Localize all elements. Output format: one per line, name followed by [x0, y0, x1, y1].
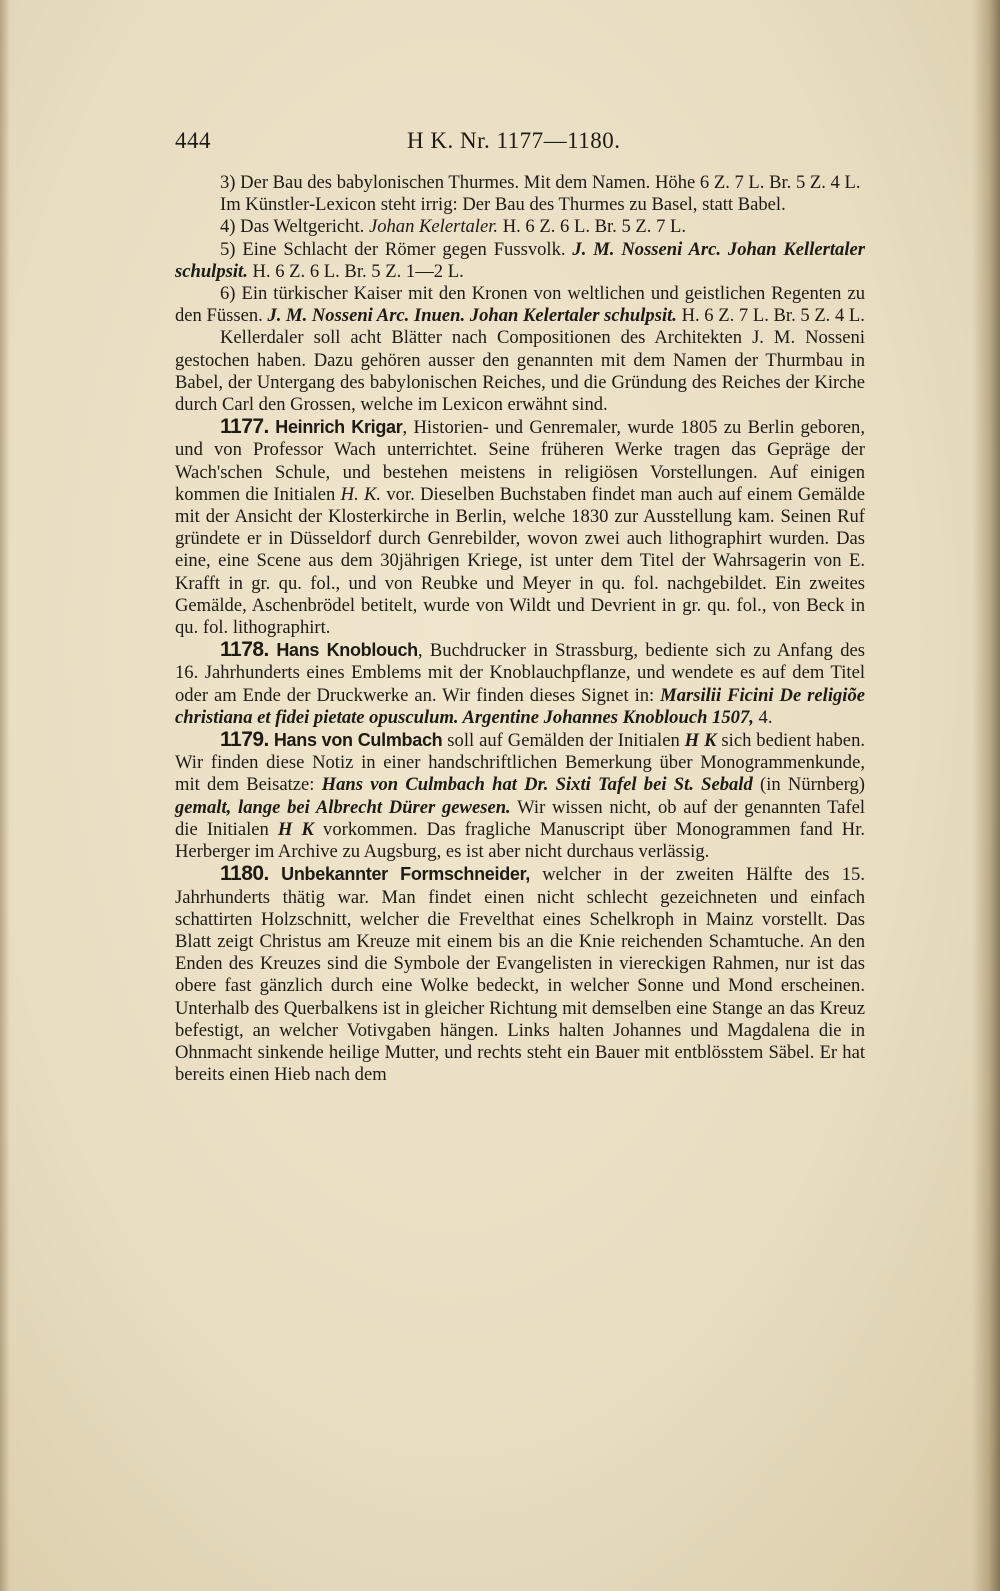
page-body [175, 172, 865, 1086]
paragraph-kellerdaler [175, 327, 865, 416]
kellerdaler-text: Kellerdaler soll acht Blätter nach Compositionen des Architekten J. M. Nosseni gestochen haben. Dazu gehören ausser den genannten mit dem Namen der Thurmbau in Babel, der Untergang des babylonischen Reiches, und die Gründung des Reiches der Kirche durch Carl den Grossen, welche im Lexicon erwähnt sind. [175, 327, 865, 416]
item-6-text: 6) Ein türkischer Kaiser mit den Kronen von weltlichen und geistlichen Regenten zu den Füssen. [175, 283, 865, 327]
paragraph-item-3 [175, 172, 865, 194]
entry-1180 [175, 863, 865, 1086]
paragraph-lexicon-note [175, 194, 865, 216]
entry-initials: H K [277, 818, 314, 840]
book-title: Marsilii Ficini De religiõe christiana et fidei pietate opusculum. Argentine Johannes Knoblouch 1507, [175, 684, 865, 728]
entry-text: sich bedient haben. Wir finden diese Notiz in einer handschriftlichen Bemerkung über Monogrammenkunde, mit dem Beisatze: [175, 730, 866, 796]
entry-text: , Historien- und Genremaler, wurde 1805 zu Berlin geboren, und von Professor Wach unterrichtet. Seine früheren Werke tragen das Gepräge der Wach'schen Schule, und bestehen meistens in religiösen Vorstellungen. Auf einigen kommen die Initialen [175, 417, 865, 505]
item-5-dimensions: H. 6 Z. 6 L. Br. 5 Z. 1—2 L. [247, 260, 464, 282]
item-4-dimensions: H. 6 Z. 6 L. Br. 5 Z. 7 L. [498, 216, 687, 238]
right-page-shadow [972, 0, 1000, 1591]
entry-text: , Buchdrucker in Strassburg, bediente sich zu Anfang des 16. Jahrhunderts eines Emblems mit der Knoblauchpflanze, und wendete es auf dem Titel oder am Ende der Druckwerke an. Wir finden dieses Signet in: [175, 640, 865, 706]
entry-number: 1178. [220, 638, 269, 662]
paragraph-item-6 [175, 283, 865, 327]
artist-name: Heinrich Krigar [275, 417, 403, 438]
entry-number: 1180. [220, 862, 269, 886]
entry-1177 [175, 416, 865, 639]
entry-initials: H. K. [340, 483, 382, 505]
paragraph-item-4 [175, 216, 865, 238]
item-4-signature: Johan Kelertaler. [368, 216, 499, 238]
artist-name: Unbekannter Formschneider, [281, 864, 531, 885]
entry-text: Wir wissen nicht, ob auf der genannten Tafel die Initialen [175, 796, 865, 840]
running-title: H K. Nr. 1177—1180. [407, 128, 621, 153]
artist-name: Hans Knoblouch [276, 640, 418, 661]
paragraph-item-5 [175, 239, 865, 283]
entry-number: 1177. [220, 415, 269, 439]
item-6-dimensions: H. 6 Z. 7 L. Br. 5 Z. 4 L. [676, 305, 865, 327]
page-number: 444 [175, 128, 211, 153]
entry-text: (in Nürnberg) [752, 774, 865, 796]
entry-number: 1179. [220, 728, 269, 752]
item-5-text: 5) Eine Schlacht der Römer gegen Fussvolk. [220, 238, 573, 260]
item-3-text: 3) Der Bau des babylonischen Thurmes. Mit dem Namen. Höhe 6 Z. 7 L. Br. 5 Z. 4 L. [220, 172, 861, 193]
quoted-note: gemalt, lange bei Albrecht Dürer gewesen. [175, 796, 511, 818]
entry-text: welcher in der zweiten Hälfte des 15. Jahrhunderts thätig war. Man findet einen nicht schlecht gezeichneten und einfach schattirten Holzschnitt, welcher die Frevelthat eines Schelkroph in Mainz vorstellt. Das Blatt zeigt Christus am Kreuze mit einem bis an die Knie reichenden Schamtuche. An den Enden des Kreuzes sind die Symbole der Evangelisten in viereckigen Rahmen, nur ist das obere fast gänzlich durch eine Wolke bedeckt, in welcher Sonne und Mond erscheinen. Unterhalb des Querbalkens ist in gleicher Richtung mit demselben eine Stange an das Kreuz befestigt, an welcher Votivgaben hängen. Links halten Johannes und Magdalena die in Ohnmacht sinkende heilige Mutter, und rechts steht ein Bauer mit entblösstem Säbel. Er hat bereits einen Hieb nach dem [175, 864, 866, 1086]
entry-text: 4. [753, 706, 773, 728]
entry-text: soll auf Gemälden der Initialen [442, 730, 685, 752]
item-5-signature: J. M. Nosseni Arc. Johan Kellertaler schulpsit. [175, 238, 865, 282]
entry-text: vor. Dieselben Buchstaben findet man auch auf einem Gemälde mit der Ansicht der Klosterkirche in Berlin, welche 1830 zur Ausstellung kam. Seinen Ruf gründete er in Düsseldorf durch Genrebilder, wovon zwei auch lithographirt wurden. Das eine, eine Scene aus dem 30jährigen Kriege, ist unter dem Titel der Wahrsagerin von E. Krafft in gr. qu. fol., und von Reubke und Meyer in qu. fol. nachgebildet. Ein zweites Gemälde, Aschenbrödel betitelt, wurde von Wildt und Devrient in gr. qu. fol., von Beck in qu. fol. lithographirt. [175, 483, 866, 639]
left-page-shadow [0, 0, 10, 1591]
entry-text: vorkommen. Das fragliche Manuscript über Monogrammen fand Hr. Herberger im Archive zu Augsburg, es ist aber nicht durchaus verlässig. [175, 818, 866, 863]
entry-1179 [175, 729, 865, 863]
artist-name: Hans von Culmbach [273, 730, 443, 751]
item-4-text: 4) Das Weltgericht. [220, 216, 369, 238]
entry-initials: H K [684, 730, 717, 752]
entry-1178 [175, 639, 865, 729]
item-6-signature: J. M. Nosseni Arc. Inuen. Johan Kelertaler schulpsit. [267, 305, 677, 327]
quoted-note: Hans von Culmbach hat Dr. Sixti Tafel bei St. Sebald [321, 774, 753, 796]
running-header [175, 128, 865, 156]
lexicon-note-text: Im Künstler-Lexicon steht irrig: Der Bau des Thurmes zu Basel, statt Babel. [220, 194, 786, 216]
